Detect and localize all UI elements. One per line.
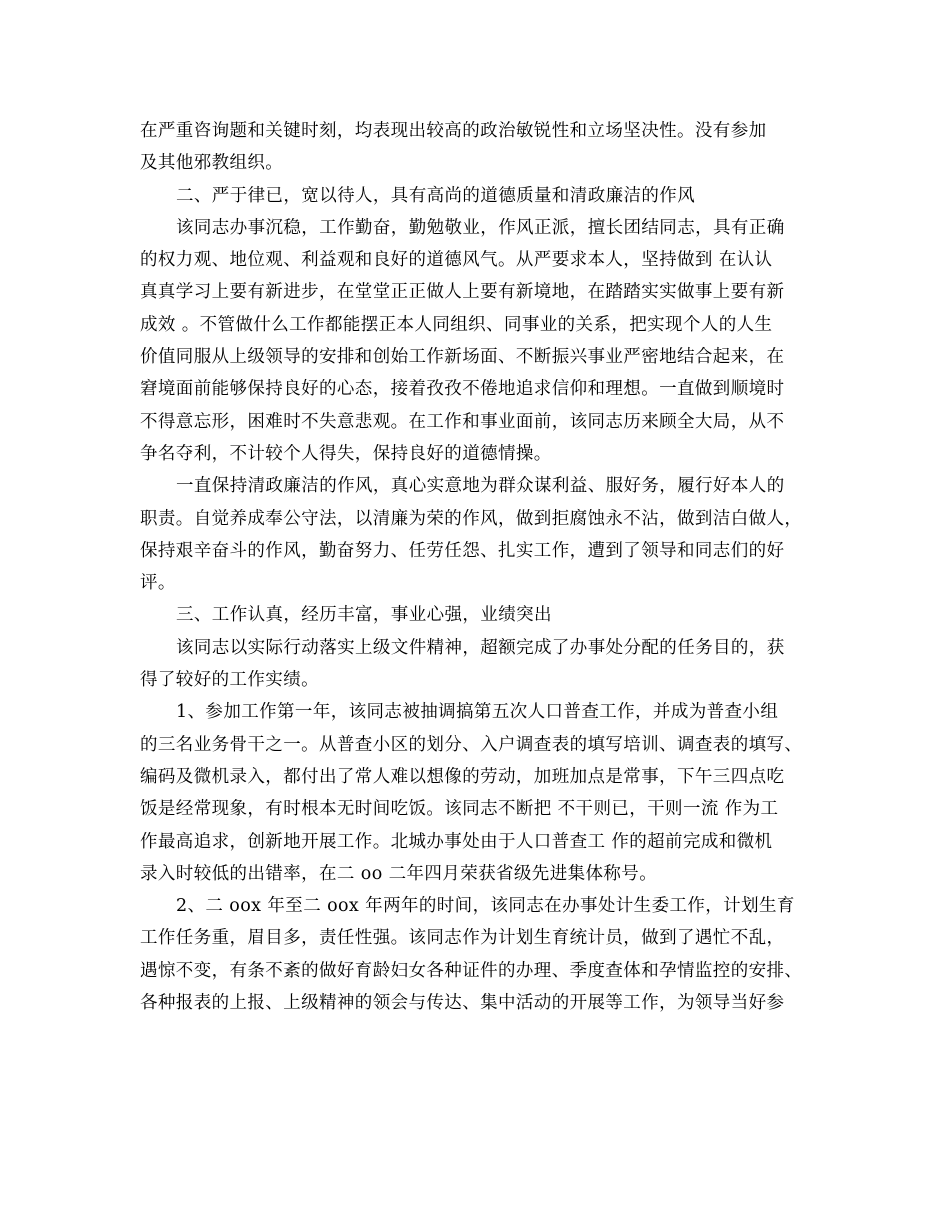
text-line: 编码及微机录入，都付出了常人难以想像的劳动，加班加点是常事，下午三四点吃 (140, 766, 785, 787)
text-line: 保持艰辛奋斗的作风，勤奋努力、任劳任怨、扎实工作，遭到了领导和同志们的好 (140, 540, 785, 561)
paragraph (140, 632, 816, 697)
text-line: 在严重咨询题和关键时刻，均表现出较高的政治敏锐性和立场坚决性。没有参加 (140, 121, 767, 141)
paragraph (140, 890, 816, 1019)
text-line: 遇惊不变，有条不紊的做好育龄妇女各种证件的办理、季度查体和孕情监控的安排、 (140, 960, 803, 981)
text-line: 该同志以实际行动落实上级文件精神，超额完成了办事处分配的任务目的，获 (176, 637, 785, 658)
text-line: 二、严于律已，宽以待人，具有高尚的道德质量和清政廉洁的作风 (176, 185, 696, 206)
text-line: 不得意忘形，困难时不失意悲观。在工作和事业面前，该同志历来顾全大局，从不 (140, 411, 785, 432)
text-line: 窘境面前能够保持良好的心态，接着孜孜不倦地追求信仰和理想。一直做到顺境时 (140, 379, 785, 400)
text-line: 真真学习上要有新进步，在堂堂正正做人上要有新境地，在踏踏实实做事上要有新 (140, 282, 785, 303)
paragraph (140, 180, 816, 212)
paragraph (140, 470, 816, 599)
text-line: 工作任务重，眉目多，责任性强。该同志作为计划生育统计员，做到了遇忙不乱， (140, 928, 785, 949)
text-line: 的权力观、地位观、利益观和良好的道德风气。从严要求本人，坚持做到 在认认 (140, 250, 773, 271)
text-line: 的三名业务骨干之一。从普查小区的划分、入户调查表的填写培训、调查表的填写、 (140, 734, 803, 755)
text-line: 争名夺利，不计较个人得失，保持良好的道德情操。 (140, 443, 552, 464)
text-line: 饭是经常现象，有时根本无时间吃饭。该同志不断把 不干则已，干则一流 作为工 (140, 799, 779, 820)
paragraph (140, 599, 816, 631)
text-line: 得了较好的工作实绩。 (140, 670, 319, 691)
text-line: 成效 。不管做什么工作都能摆正本人同组织、同事业的关系，把实现个人的人生 (140, 314, 773, 335)
paragraph (140, 115, 816, 180)
text-line: 该同志办事沉稳，工作勤奋，勤勉敬业，作风正派，擅长团结同志，具有正确 (176, 217, 785, 238)
text-line: 录入时较低的出错率，在二 oo 二年四月荣获省级先进集体称号。 (140, 863, 658, 884)
paragraph (140, 696, 816, 890)
text-line: 一直保持清政廉洁的作风，真心实意地为群众谋利益、服好务，履行好本人的 (176, 476, 785, 497)
text-line: 价值同服从上级领导的安排和创始工作新场面、不断振兴事业严密地结合起来，在 (140, 347, 785, 368)
text-line: 三、工作认真，经历丰富，事业心强，业绩突出 (176, 605, 552, 626)
paragraph (140, 212, 816, 470)
text-line: 2、二 oox 年至二 oox 年两年的时间，该同志在办事处计生委工作，计划生育 (176, 896, 795, 917)
text-line: 1、参加工作第一年，该同志被抽调搞第五次人口普查工作，并成为普查小组 (176, 702, 779, 723)
text-line: 各种报表的上报、上级精神的领会与传达、集中活动的开展等工作，为领导当好参 (140, 993, 785, 1014)
text-line: 职责。自觉养成奉公守法，以清廉为荣的作风，做到拒腐蚀永不沾，做到洁白做人， (140, 508, 803, 529)
text-line: 评。 (140, 573, 176, 594)
text-line: 及其他邪教组织。 (140, 153, 284, 174)
document-body (140, 115, 816, 1019)
text-line: 作最高追求，创新地开展工作。北城办事处由于人口普查工 作的超前完成和微机 (140, 831, 773, 852)
